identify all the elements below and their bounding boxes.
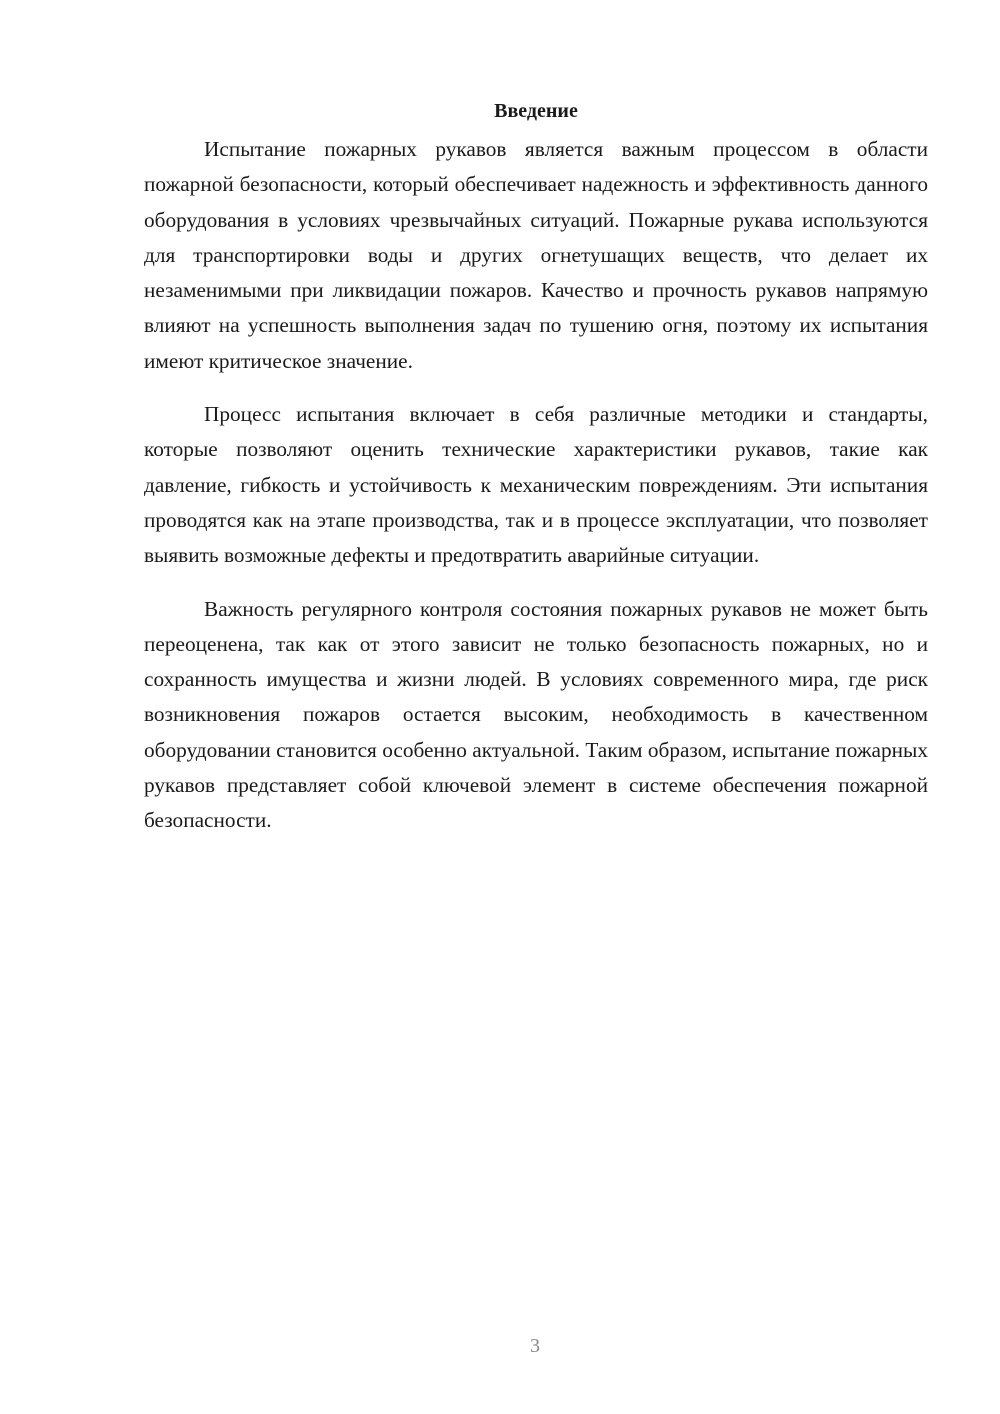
page-content xyxy=(144,96,928,857)
paragraph-3: Важность регулярного контроля состояния пожарных рукавов не может быть переоценена, так как от этого зависит не только безопасность пожарных, но и сохранность имущества и жизни людей. В условиях современного мира, где риск возникновения пожаров остается высоким, необходимость в качественном оборудовании становится особенно актуальной. Таким образом, испытание пожарных рукавов представляет собой ключевой элемент в системе обеспечения пожарной безопасности. xyxy=(144,596,928,833)
paragraph-1: Испытание пожарных рукавов является важным процессом в области пожарной безопасности, который обеспечивает надежность и эффективность данного оборудования в условиях чрезвычайных ситуаций. Пожарные рукава используются для транспортировки воды и других огнетушащих веществ, что делает их незаменимыми при ликвидации пожаров. Качество и прочность рукавов напрямую влияют на успешность выполнения задач по тушению огня, поэтому их испытания имеют критическое значение. xyxy=(144,137,928,373)
section-heading: Введение xyxy=(494,100,578,122)
page-number: 3 xyxy=(530,1335,540,1357)
paragraph-2: Процесс испытания включает в себя различные методики и стандарты, которые позволяют оценить технические характеристики рукавов, такие как давление, гибкость и устойчивость к механическим повреждениям. Эти испытания проводятся как на этапе производства, так и в процессе эксплуатации, что позволяет выявить возможные дефекты и предотвратить аварийные ситуации. xyxy=(144,402,928,568)
